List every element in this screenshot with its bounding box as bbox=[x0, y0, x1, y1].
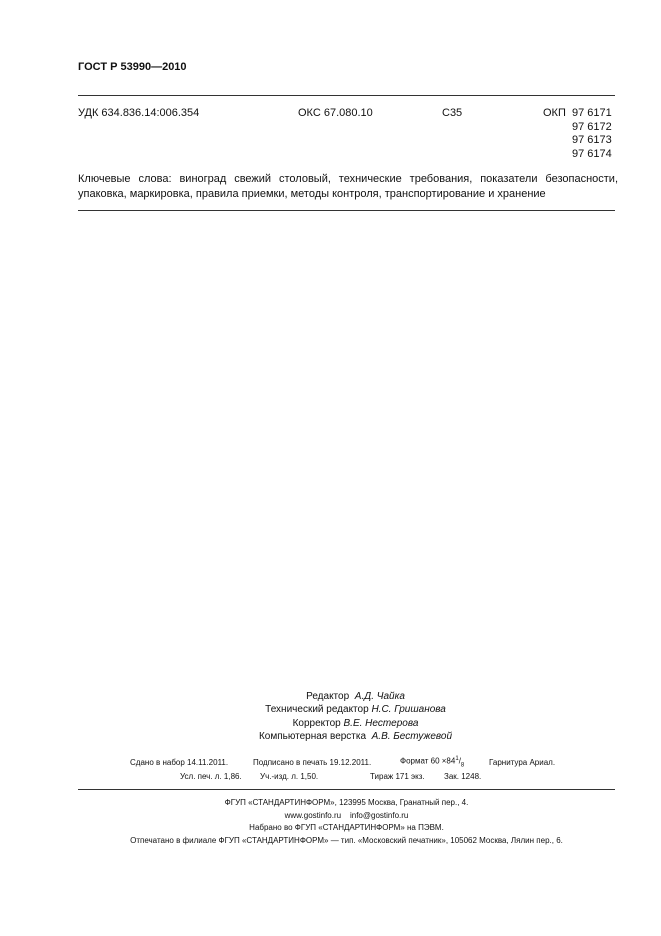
publisher-contacts bbox=[78, 810, 615, 823]
imprint-order: Зак. 1248. bbox=[444, 772, 482, 781]
publisher-website[interactable]: www.gostinfo.ru bbox=[284, 810, 342, 820]
class-code: С35 bbox=[442, 107, 463, 119]
keywords-label: Ключевые слова: bbox=[78, 173, 172, 185]
okp-code: 97 6174 bbox=[572, 148, 612, 161]
okp-code: 97 6171 bbox=[572, 107, 612, 119]
publisher-email[interactable]: info@gostinfo.ru bbox=[349, 810, 409, 820]
imprint-typeface: Гарнитура Ариал. bbox=[489, 758, 556, 767]
credits-block bbox=[200, 690, 511, 743]
imprint-circulation: Тираж 171 экз. bbox=[370, 772, 425, 781]
okp-code: 97 6172 bbox=[572, 120, 612, 133]
imprint-format: Формат $60 \times 84^1/_8$ bbox=[400, 756, 465, 769]
imprint-submitted: Сдано в набор 14.11.2011. bbox=[130, 758, 229, 767]
okp-block bbox=[543, 107, 612, 162]
corrector-line: Корректор В.Е. Нестерова bbox=[292, 717, 419, 729]
oks-code: ОКС 67.080.10 bbox=[298, 107, 373, 119]
publisher-divider bbox=[78, 789, 615, 790]
editor-line: Редактор А.Д. Чайка bbox=[306, 691, 405, 702]
publisher-printed: Отпечатано в филиале ФГУП «СТАНДАРТИНФОРМ» — тип. «Московский печатник», 105062 Москва, Лялин пер., 6. bbox=[130, 835, 563, 845]
layout-line: Компьютерная верстка А.В. Бестужевой bbox=[258, 730, 453, 742]
imprint-print-sheets: Усл. печ. л. 1,86. bbox=[180, 772, 242, 781]
keywords-text: виноград свежий столовый, технические требования, показатели безопасности, упаковка, маркировка, правила приемки, методы контроля, транспортирование и хранение bbox=[78, 173, 618, 200]
keywords-paragraph bbox=[78, 172, 618, 201]
keywords-divider bbox=[78, 210, 615, 211]
imprint-publ-sheets: Уч.-изд. л. 1,50. bbox=[260, 772, 319, 781]
publisher-typeset: Набрано во ФГУП «СТАНДАРТИНФОРМ» на ПЭВМ. bbox=[249, 823, 444, 832]
udk-code: УДК 634.836.14:006.354 bbox=[78, 107, 200, 119]
publisher-block bbox=[78, 797, 615, 847]
standard-id: ГОСТ Р 53990—2010 bbox=[78, 61, 187, 73]
okp-code: 97 6173 bbox=[572, 134, 612, 147]
top-divider bbox=[78, 95, 615, 96]
imprint-signed: Подписано в печать 19.12.2011. bbox=[253, 758, 372, 767]
publisher-address: ФГУП «СТАНДАРТИНФОРМ», 123995 Москва, Гранатный пер., 4. bbox=[224, 798, 469, 807]
tech-editor-line: Технический редактор Н.С. Гришанова bbox=[265, 704, 446, 716]
okp-label: ОКП bbox=[543, 107, 566, 119]
